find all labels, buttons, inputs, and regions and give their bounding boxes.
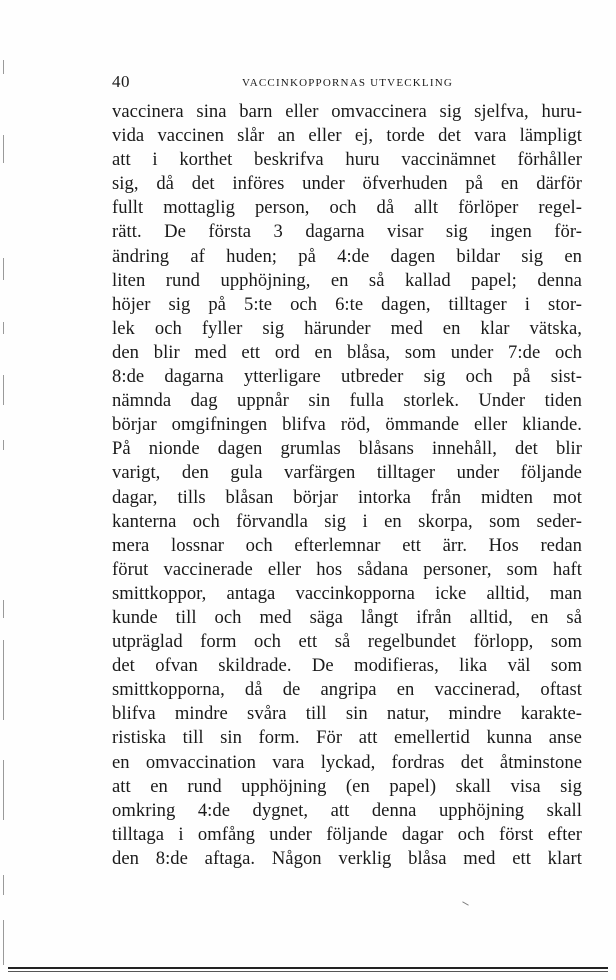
edge-mark xyxy=(3,440,4,450)
edge-mark xyxy=(3,920,4,965)
text-line: varigt, den gula varfärgen tilltager under följande xyxy=(112,462,582,484)
edge-mark xyxy=(3,760,4,820)
text-line: att en rund upphöjning (en papel) skall visa sig xyxy=(112,775,582,797)
edge-mark xyxy=(3,60,4,74)
text-line: förut vaccinerade eller hos sådana personer, som haft xyxy=(112,558,582,580)
edge-mark xyxy=(3,375,4,405)
text-line: På nionde dagen grumlas blåsans innehåll, det blir xyxy=(112,438,582,460)
body-text xyxy=(112,100,582,871)
page-header xyxy=(112,72,582,94)
edge-mark xyxy=(3,640,4,720)
text-line: mera lossnar och efterlemnar ett ärr. Hos redan xyxy=(112,534,582,556)
text-line: ändring af huden; på 4:de dagen bildar sig en xyxy=(112,245,582,267)
text-line: kanterna och förvandla sig i en skorpa, som seder- xyxy=(112,510,582,532)
text-line: tilltaga i omfång under följande dagar och först efter xyxy=(112,823,582,845)
edge-mark xyxy=(3,600,4,618)
text-line: nämnda dag uppnår sin fulla storlek. Under tiden xyxy=(112,390,582,412)
bottom-edge-rule xyxy=(8,967,608,969)
page-number: 40 xyxy=(112,72,130,91)
text-line: en omvaccination vara lyckad, fordras det åtminstone xyxy=(112,751,582,773)
text-line: smittkopporna, då de angripa en vaccinerad, oftast xyxy=(112,679,582,701)
text-line: att i korthet beskrifva huru vaccinämnet förhåller xyxy=(112,149,582,171)
text-line: omkring 4:de dygnet, att denna upphöjning skall xyxy=(112,799,582,821)
edge-mark xyxy=(3,258,4,280)
text-line: höjer sig på 5:te och 6:te dagen, tilltager i stor- xyxy=(112,293,582,315)
text-line: lek och fyller sig härunder med en klar vätska, xyxy=(112,317,582,339)
text-line: kunde till och med säga långt ifrån alltid, en så xyxy=(112,606,582,628)
edge-mark xyxy=(3,322,4,334)
text-line: fullt mottaglig person, och då allt förlöper regel- xyxy=(112,197,582,219)
text-line: vida vaccinen slår an eller ej, torde det vara lämpligt xyxy=(112,125,582,147)
text-line: smittkoppor, antaga vaccinkopporna icke alltid, man xyxy=(112,582,582,604)
edge-mark xyxy=(3,135,4,163)
page-edge-shadow xyxy=(0,40,10,970)
stray-ink-mark xyxy=(462,901,469,905)
text-line: den 8:de aftaga. Någon verklig blåsa med ett klart xyxy=(112,847,582,869)
text-line: vaccinera sina barn eller omvaccinera sig sjelfva, huru- xyxy=(112,101,582,122)
text-line: blifva mindre svåra till sin natur, mindre karakte- xyxy=(112,703,582,725)
text-line: dagar, tills blåsan börjar intorka från midten mot xyxy=(112,486,582,508)
text-line: ristiska till sin form. För att emellertid kunna anse xyxy=(112,727,582,749)
edge-mark xyxy=(3,875,4,895)
text-line: det ofvan skildrade. De modifieras, lika väl som xyxy=(112,655,582,677)
text-line: sig, då det införes under öfverhuden på en därför xyxy=(112,173,582,195)
running-head: VACCINKOPPORNAS UTVECKLING xyxy=(242,77,453,89)
text-line: rätt. De första 3 dagarna visar sig ingen för- xyxy=(112,221,582,243)
text-line: börjar omgifningen blifva röd, ömmande eller kliande. xyxy=(112,414,582,436)
bottom-edge-rule xyxy=(8,971,608,972)
text-line: den blir med ett ord en blåsa, som under 7:de och xyxy=(112,341,582,363)
text-line: utpräglad form och ett så regelbundet förlopp, som xyxy=(112,631,582,653)
text-line: 8:de dagarna ytterligare utbreder sig och på sist- xyxy=(112,366,582,388)
text-line: liten rund upphöjning, en så kallad papel; denna xyxy=(112,269,582,291)
